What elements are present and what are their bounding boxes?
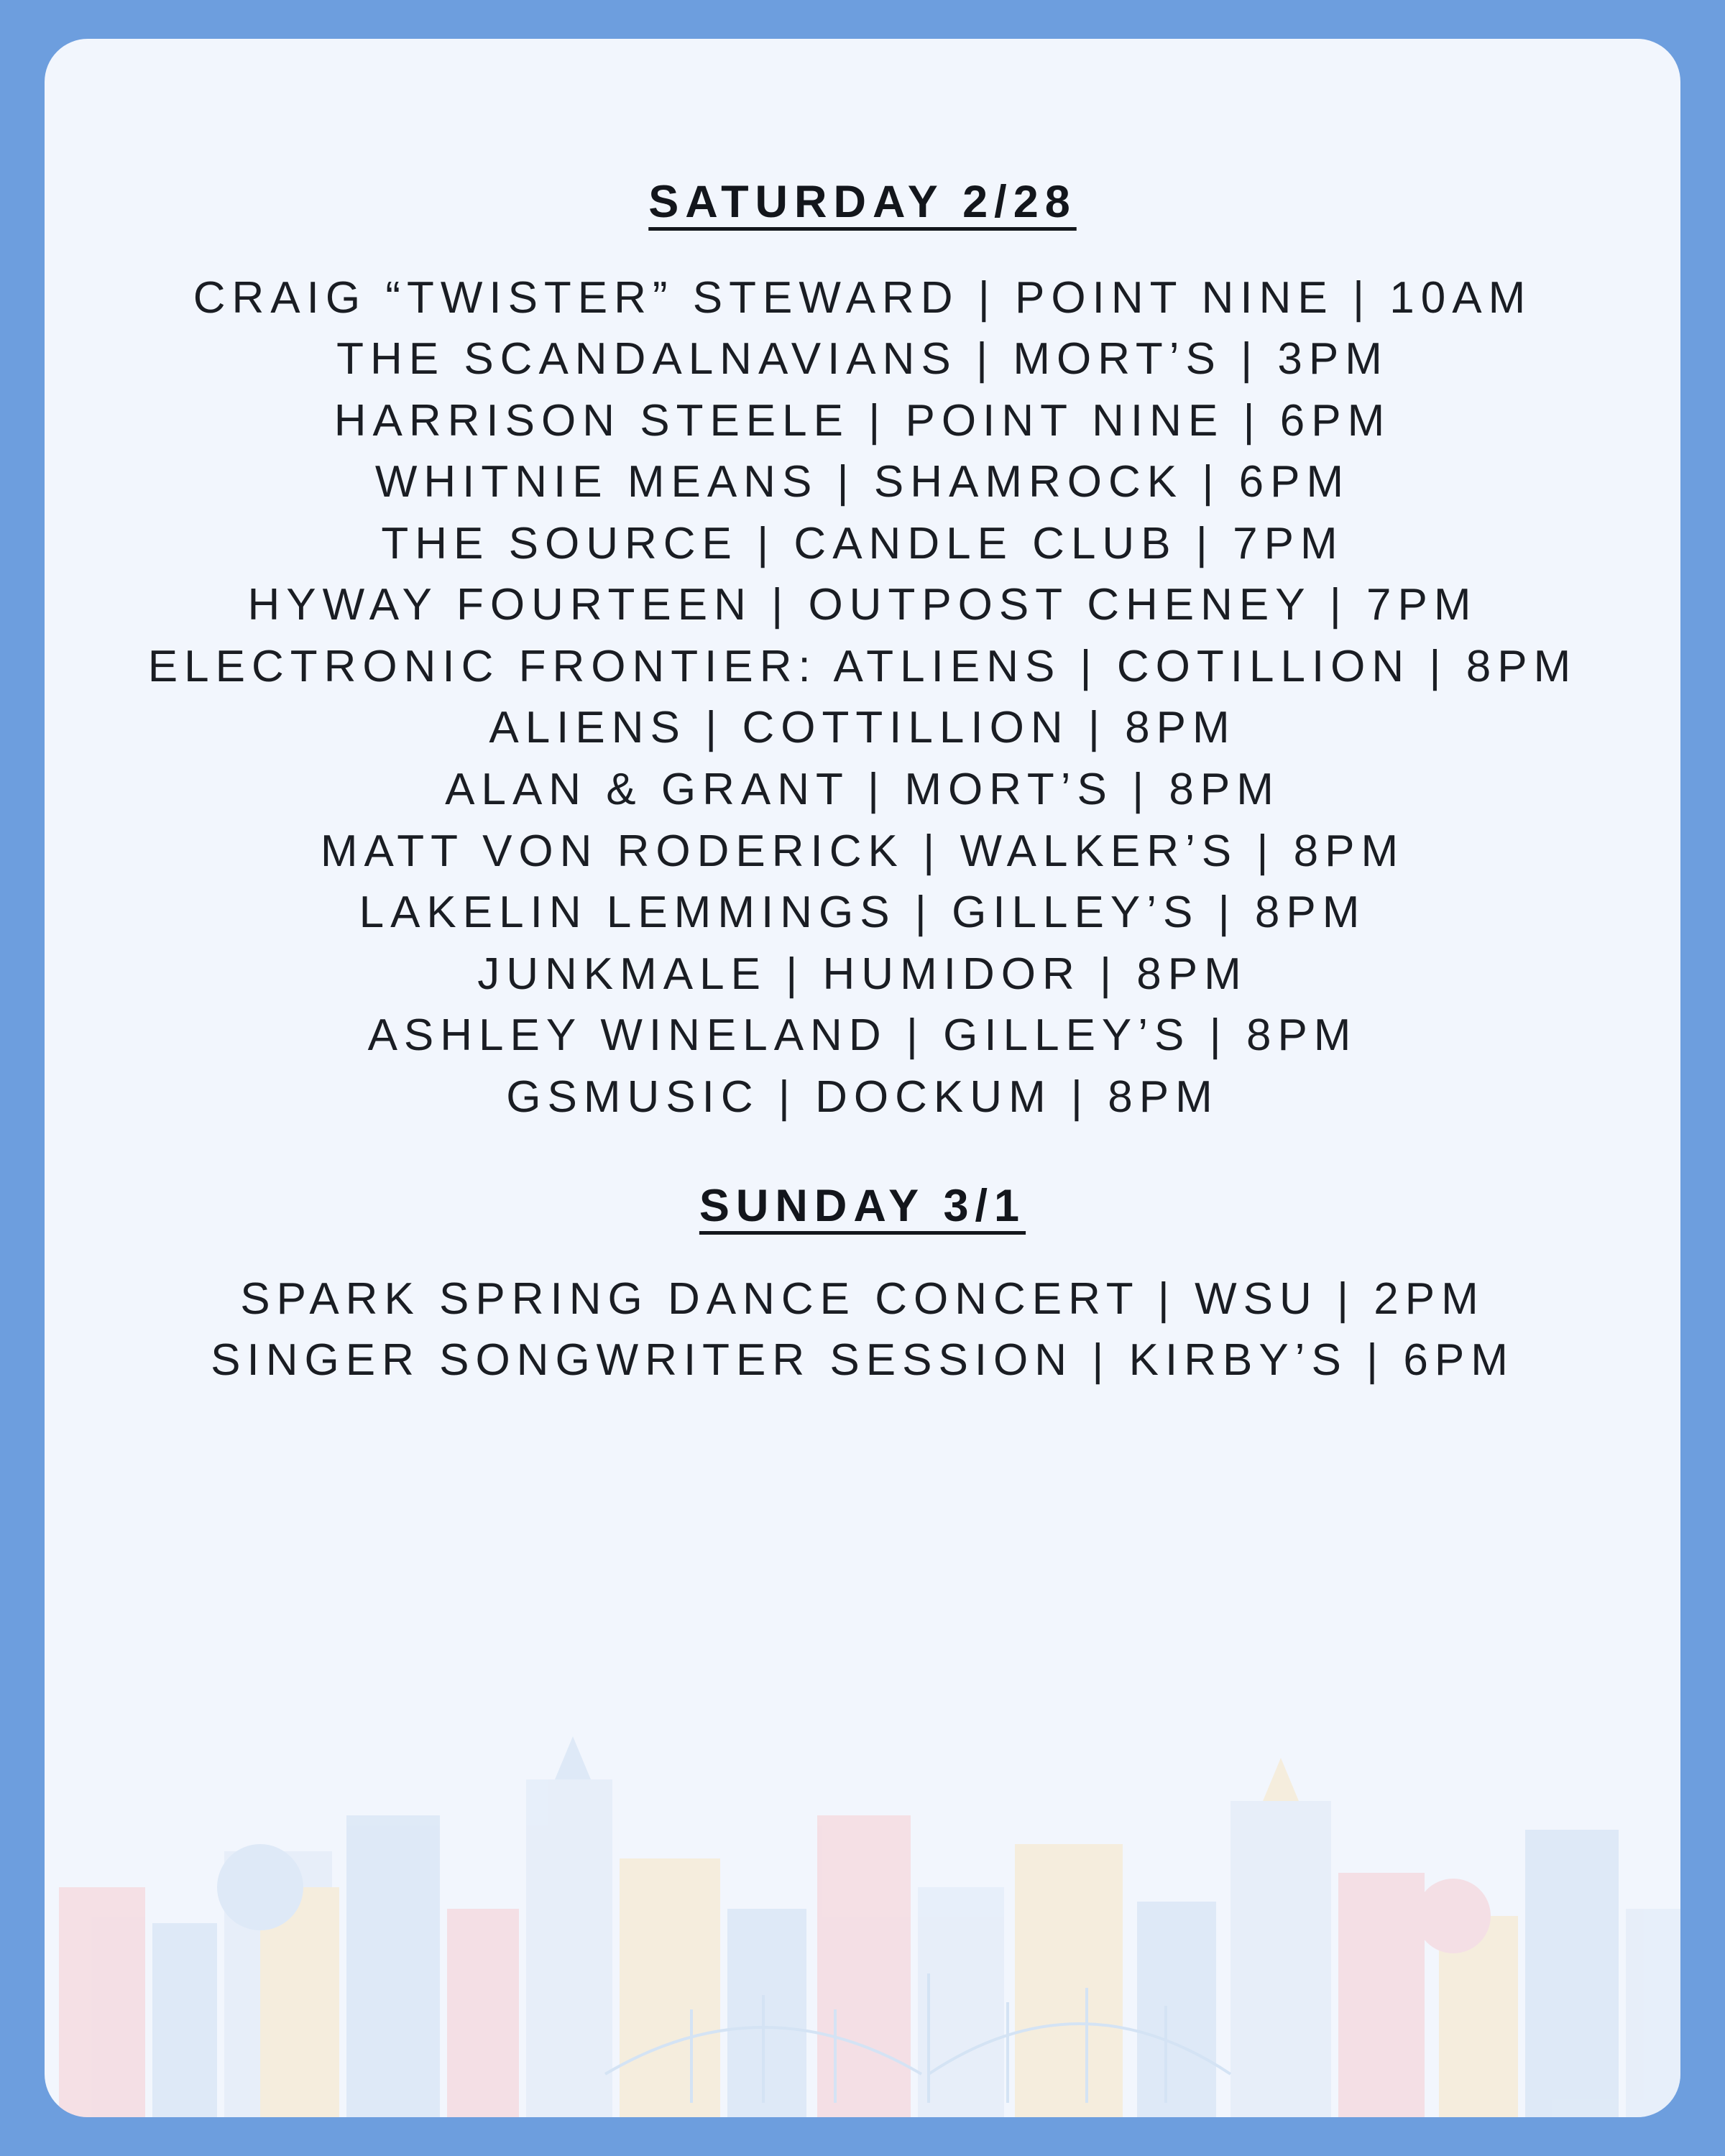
listing-item: SINGER SONGWRITER SESSION | KIRBY’S | 6PM	[211, 1335, 1514, 1386]
listing-item: ALIENS | COTTILLION | 8PM	[489, 703, 1236, 753]
listing-item: THE SOURCE | CANDLE CLUB | 7PM	[381, 518, 1344, 568]
city-skyline-illustration	[45, 1672, 1680, 2117]
listing-item: GSMUSIC | DOCKUM | 8PM	[506, 1072, 1219, 1122]
section-spacer	[95, 1128, 1630, 1179]
listing-item: HARRISON STEELE | POINT NINE | 6PM	[334, 395, 1392, 446]
listing-item: SPARK SPRING DANCE CONCERT | WSU | 2PM	[240, 1273, 1485, 1324]
sunday-heading: SUNDAY 3/1	[699, 1181, 1026, 1232]
listing-item: HYWAY FOURTEEN | OUTPOST CHENEY | 7PM	[247, 580, 1478, 630]
listing-item: MATT VON RODERICK | WALKER’S | 8PM	[320, 826, 1405, 876]
listing-item: THE SCANDALNAVIANS | MORT’S | 3PM	[336, 334, 1389, 384]
saturday-listings	[95, 267, 1630, 1128]
listing-item: CRAIG “TWISTER” STEWARD | POINT NINE | 10AM	[193, 272, 1532, 323]
listing-item: JUNKMALE | HUMIDOR | 8PM	[477, 949, 1248, 999]
listing-item: WHITNIE MEANS | SHAMROCK | 6PM	[374, 457, 1351, 507]
listing-item: LAKELIN LEMMINGS | GILLEY’S | 8PM	[359, 888, 1366, 938]
saturday-heading: SATURDAY 2/28	[648, 177, 1077, 227]
listing-item: ALAN & GRANT | MORT’S | 8PM	[445, 764, 1280, 814]
sunday-listings	[95, 1268, 1630, 1391]
event-poster	[45, 39, 1680, 2117]
listing-item: ELECTRONIC FRONTIER: ATLIENS | COTILLION | 8PM	[147, 641, 1578, 691]
listing-item: ASHLEY WINELAND | GILLEY’S | 8PM	[367, 1010, 1358, 1061]
poster-content	[45, 39, 1680, 1391]
